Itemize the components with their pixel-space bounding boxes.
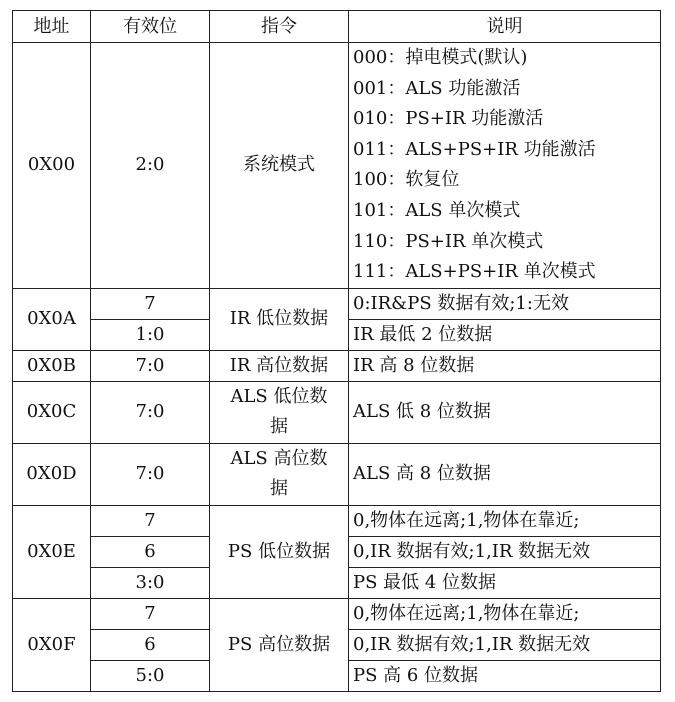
desc-line: 001：ALS 功能激活	[353, 77, 521, 99]
bits-cell: 3:0	[91, 567, 210, 598]
address-cell: 0X0D	[13, 443, 91, 505]
register-table	[12, 10, 661, 692]
command-line: 据	[270, 478, 288, 500]
table-row	[13, 288, 661, 319]
bits-cell: 7	[91, 505, 210, 536]
desc-line: 011：ALS+PS+IR 功能激活	[353, 138, 596, 160]
description-cell: PS 高 6 位数据	[349, 660, 661, 691]
bits-cell: 6	[91, 629, 210, 660]
description-cell: IR 最低 2 位数据	[349, 319, 661, 350]
address-cell: 0X00	[13, 43, 91, 289]
description-cell	[349, 43, 661, 289]
command-cell: IR 高位数据	[210, 350, 349, 381]
desc-line: 101：ALS 单次模式	[353, 199, 521, 221]
command-cell	[210, 443, 349, 505]
description-cell: 0,IR 数据有效;1,IR 数据无效	[349, 536, 661, 567]
command-line: ALS 低位数	[230, 386, 328, 408]
bits-cell: 5:0	[91, 660, 210, 691]
bits-cell: 6	[91, 536, 210, 567]
command-cell: 系统模式	[210, 43, 349, 289]
desc-line: 110：PS+IR 单次模式	[353, 230, 544, 252]
desc-line: 000：掉电模式(默认)	[353, 47, 528, 68]
description-cell: 0,物体在远离;1,物体在靠近;	[349, 505, 661, 536]
desc-line: 111：ALS+PS+IR 单次模式	[353, 261, 596, 283]
header-valid-bits: 有效位	[91, 11, 210, 43]
bits-cell: 7:0	[91, 381, 210, 443]
bits-cell: 7	[91, 288, 210, 319]
table-row	[13, 43, 661, 289]
command-line: ALS 高位数	[230, 448, 328, 470]
description-cell: 0,物体在远离;1,物体在靠近;	[349, 598, 661, 629]
command-cell	[210, 381, 349, 443]
bits-cell: 2:0	[91, 43, 210, 289]
command-line: 据	[270, 416, 288, 438]
header-description: 说明	[349, 11, 661, 43]
description-cell: ALS 高 8 位数据	[349, 443, 661, 505]
command-cell: PS 高位数据	[210, 598, 349, 691]
description-cell: PS 最低 4 位数据	[349, 567, 661, 598]
bits-cell: 7	[91, 598, 210, 629]
desc-line: 100：软复位	[353, 169, 460, 191]
description-cell: ALS 低 8 位数据	[349, 381, 661, 443]
address-cell: 0X0A	[13, 288, 91, 350]
address-cell: 0X0E	[13, 505, 91, 598]
bits-cell: 7:0	[91, 350, 210, 381]
description-cell: 0:IR&PS 数据有效;1:无效	[349, 288, 661, 319]
description-cell: 0,IR 数据有效;1,IR 数据无效	[349, 629, 661, 660]
bits-cell: 7:0	[91, 443, 210, 505]
header-command: 指令	[210, 11, 349, 43]
table-row	[13, 505, 661, 536]
table-row	[13, 381, 661, 443]
address-cell: 0X0C	[13, 381, 91, 443]
bits-cell: 1:0	[91, 319, 210, 350]
table-row	[13, 350, 661, 381]
header-row	[13, 11, 661, 43]
header-address: 地址	[13, 11, 91, 43]
command-cell: PS 低位数据	[210, 505, 349, 598]
address-cell: 0X0F	[13, 598, 91, 691]
command-cell: IR 低位数据	[210, 288, 349, 350]
table-row	[13, 443, 661, 505]
table-row	[13, 598, 661, 629]
description-cell: IR 高 8 位数据	[349, 350, 661, 381]
address-cell: 0X0B	[13, 350, 91, 381]
desc-line: 010：PS+IR 功能激活	[353, 108, 544, 130]
